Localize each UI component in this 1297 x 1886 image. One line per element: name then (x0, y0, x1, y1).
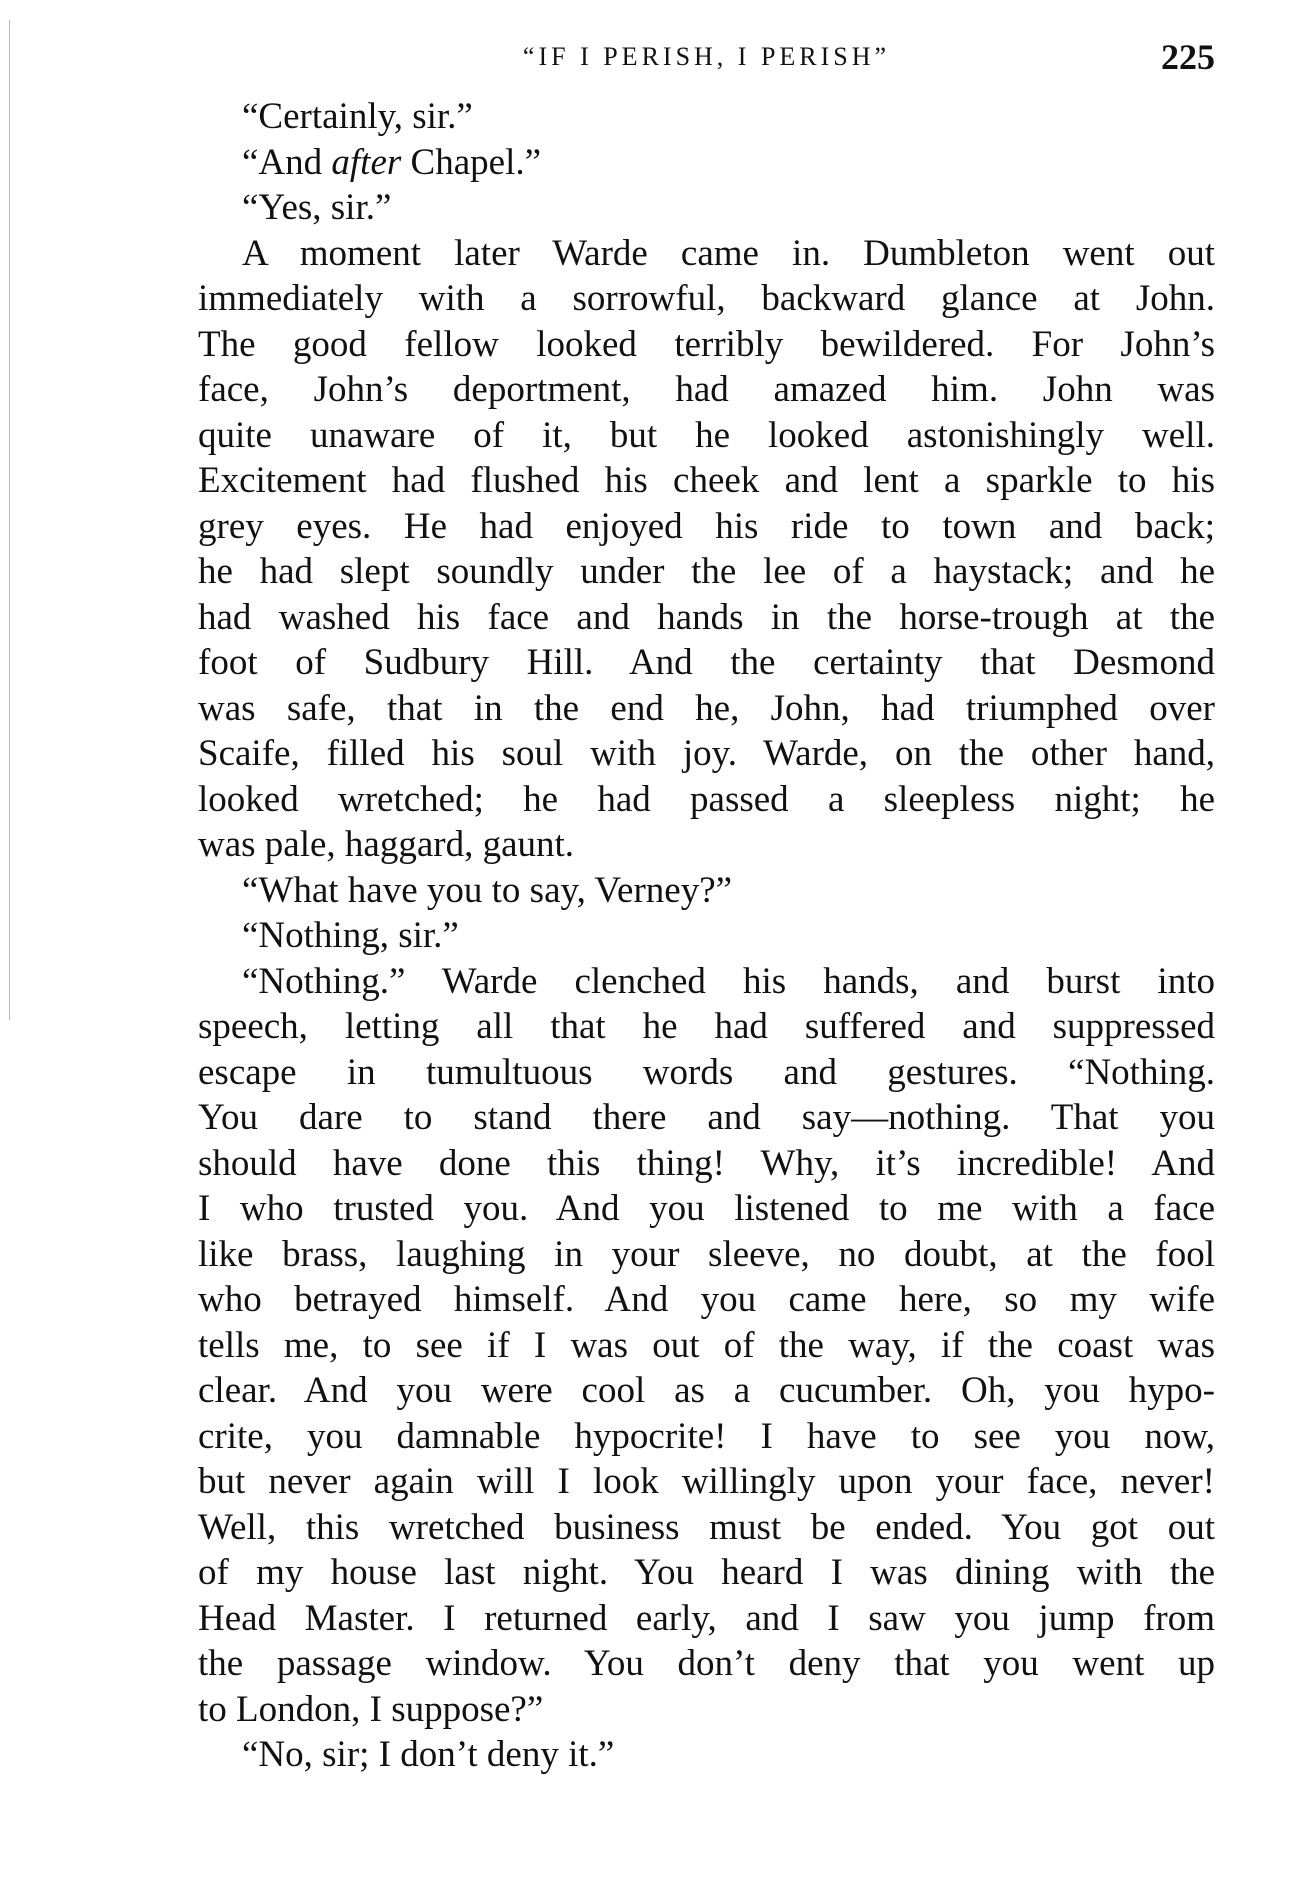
text-line: Excitement had flushed his cheek and lent a sparkle to his (198, 460, 1215, 501)
text-line: face, John’s deportment, had amazed him. John was (198, 369, 1215, 410)
text-line: clear. And you were cool as a cucumber. Oh, you hypo- (198, 1370, 1215, 1411)
text-line: crite, you damnable hypocrite! I have to see you now, (198, 1415, 1215, 1457)
text-line: “Nothing.” Warde clenched his hands, and burst into (242, 960, 1215, 1002)
text-line: quite unaware of it, but he looked astonishingly well. (198, 414, 1215, 456)
text-line: A moment later Warde came in. Dumbleton went out (242, 232, 1215, 274)
text-line: Scaife, filled his soul with joy. Warde, on the other hand, (198, 733, 1215, 774)
text-line: “No, sir; I don’t deny it.” (242, 1734, 615, 1775)
text-segment: Chapel.” (401, 141, 542, 183)
text-line: escape in tumultuous words and gestures. “Nothing. (198, 1051, 1215, 1093)
text-line: he had slept soundly under the lee of a haystack; and he (198, 551, 1215, 592)
text-line: speech, letting all that he had suffered and suppressed (198, 1006, 1215, 1047)
text-line: “What have you to say, Verney?” (242, 869, 733, 911)
text-line: should have done this thing! Why, it’s incredible! And (198, 1142, 1215, 1184)
text-line: of my house last night. You heard I was dining with the (198, 1552, 1215, 1593)
text-line: grey eyes. He had enjoyed his ride to town and back; (198, 505, 1215, 547)
text-line: You dare to stand there and say—nothing. That you (198, 1097, 1215, 1138)
text-segment: “And (242, 141, 332, 183)
text-line: Well, this wretched business must be ended. You got out (198, 1506, 1215, 1548)
text-line: was safe, that in the end he, John, had triumphed over (198, 687, 1215, 729)
text-line: Head Master. I returned early, and I saw you jump from (198, 1597, 1215, 1639)
text-line: was pale, haggard, gaunt. (198, 824, 575, 865)
page-margin-edge (9, 20, 10, 1020)
text-line: like brass, laughing in your sleeve, no doubt, at the fool (198, 1233, 1215, 1275)
text-line: “Certainly, sir.” (242, 96, 473, 137)
text-line: had washed his face and hands in the horse-trough at the (198, 596, 1215, 638)
running-title: “IF I PERISH, I PERISH” (522, 42, 891, 71)
text-line: The good fellow looked terribly bewildered. For John’s (198, 323, 1215, 365)
text-line (198, 140, 1215, 185)
text-line: tells me, to see if I was out of the way, if the coast was (198, 1324, 1215, 1366)
italic-word: after (331, 141, 402, 183)
text-line: “Nothing, sir.” (242, 915, 459, 956)
text-line: immediately with a sorrowful, backward glance at John. (198, 278, 1215, 319)
text-line: looked wretched; he had passed a sleepless night; he (198, 778, 1215, 820)
text-line: to London, I suppose?” (198, 1688, 544, 1730)
page-header (198, 36, 1215, 80)
text-line: the passage window. You don’t deny that you went up (198, 1643, 1215, 1684)
text-line: “Yes, sir.” (242, 187, 392, 228)
text-line: but never again will I look willingly upon your face, never! (198, 1461, 1215, 1502)
page-number: 225 (1161, 37, 1215, 77)
text-line: who betrayed himself. And you came here, so my wife (198, 1279, 1215, 1320)
text-line: foot of Sudbury Hill. And the certainty that Desmond (198, 642, 1215, 683)
text-line: I who trusted you. And you listened to me with a face (198, 1188, 1215, 1229)
